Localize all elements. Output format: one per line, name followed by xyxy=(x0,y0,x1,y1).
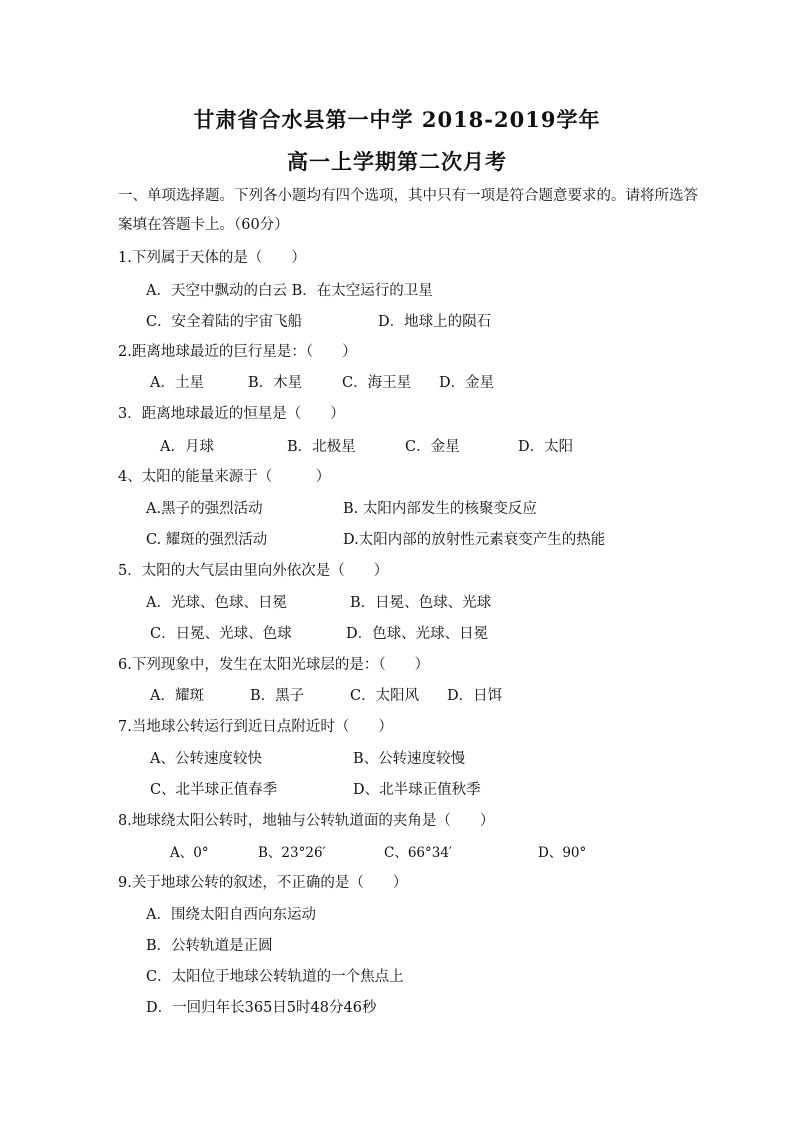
question-3-option-b: B．北极星 xyxy=(287,439,356,455)
question-8-option-b: B、23°26′ xyxy=(258,845,326,861)
question-1-stem: 1.下列属于天体的是（ ） xyxy=(118,250,306,266)
question-5-option-d: D．色球、光球、日冕 xyxy=(346,626,489,642)
question-7-option-d: D、北半球正值秋季 xyxy=(353,782,481,798)
question-2-option-b: B．木星 xyxy=(248,375,303,391)
question-3-stem: 3．距离地球最近的恒星是（ ） xyxy=(118,406,345,422)
question-5-stem: 5．太阳的大气层由里向外依次是（ ） xyxy=(118,563,389,579)
question-8-option-c: C、66°34′ xyxy=(384,845,453,861)
question-4-option-a: A.黑子的强烈活动 xyxy=(146,501,263,517)
question-3-option-a: A．月球 xyxy=(160,439,214,455)
question-2-option-d: D．金星 xyxy=(439,375,495,391)
question-9-option-b: B．公转轨道是正圆 xyxy=(146,938,273,954)
question-5-option-a: A．光球、色球、日冕 xyxy=(146,595,287,611)
question-6-option-a: A．耀斑 xyxy=(150,688,204,704)
question-2-stem: 2.距离地球最近的巨行星是：（ ） xyxy=(118,344,357,360)
exam-title-line2: 高一上学期第二次月考 xyxy=(287,149,507,174)
question-9-option-c: C．太阳位于地球公转轨道的一个焦点上 xyxy=(146,969,404,985)
question-4-option-d: D.太阳内部的放射性元素衰变产生的热能 xyxy=(343,532,606,548)
section-instruction-line1: 一、单项选择题。下列各小题均有四个选项，其中只有一项是符合题意要求的。请将所选答 xyxy=(118,188,698,204)
exam-title-line1: 甘肃省合水县第一中学 2018-2019学年 xyxy=(193,107,601,132)
question-4-option-b: B. 太阳内部发生的核聚变反应 xyxy=(343,501,537,517)
question-8-option-d: D、90° xyxy=(538,845,587,861)
question-6-option-b: B．黑子 xyxy=(250,688,305,704)
question-3-option-d: D．太阳 xyxy=(518,439,574,455)
question-6-stem: 6.下列现象中，发生在太阳光球层的是：（ ） xyxy=(118,657,430,673)
question-8-option-a: A、0° xyxy=(170,845,209,861)
question-8-stem: 8.地球绕太阳公转时，地轴与公转轨道面的夹角是（ ） xyxy=(118,813,495,829)
question-7-option-b: B、公转速度较慢 xyxy=(353,751,466,767)
question-9-option-d: D．一回归年长365日5时48分46秒 xyxy=(146,1000,377,1016)
question-4-stem: 4、太阳的能量来源于（ ） xyxy=(118,469,331,485)
question-7-stem: 7.当地球公转运行到近日点附近时（ ） xyxy=(118,719,393,735)
question-5-option-c: C．日冕、光球、色球 xyxy=(150,626,292,642)
question-1-option-d: D．地球上的陨石 xyxy=(378,314,492,330)
question-7-option-a: A、公转速度较快 xyxy=(150,751,262,767)
question-6-option-d: D．日饵 xyxy=(447,688,503,704)
question-9-option-a: A．围绕太阳自西向东运动 xyxy=(146,907,316,923)
section-instruction-line2: 案填在答题卡上。（60分） xyxy=(118,217,289,233)
question-1-option-c: C．安全着陆的宇宙飞船 xyxy=(146,314,303,330)
question-2-option-a: A．土星 xyxy=(150,375,204,391)
question-3-option-c: C．金星 xyxy=(405,439,460,455)
question-5-option-b: B．日冕、色球、光球 xyxy=(350,595,492,611)
question-6-option-c: C．太阳风 xyxy=(350,688,420,704)
question-7-option-c: C、北半球正值春季 xyxy=(150,782,278,798)
question-9-stem: 9.关于地球公转的叙述，不正确的是（ ） xyxy=(118,875,408,891)
question-4-option-c: C. 耀斑的强烈活动 xyxy=(146,532,268,548)
question-1-option-ab: A．天空中飘动的白云 B．在太空运行的卫星 xyxy=(146,283,433,299)
question-2-option-c: C．海王星 xyxy=(342,375,412,391)
